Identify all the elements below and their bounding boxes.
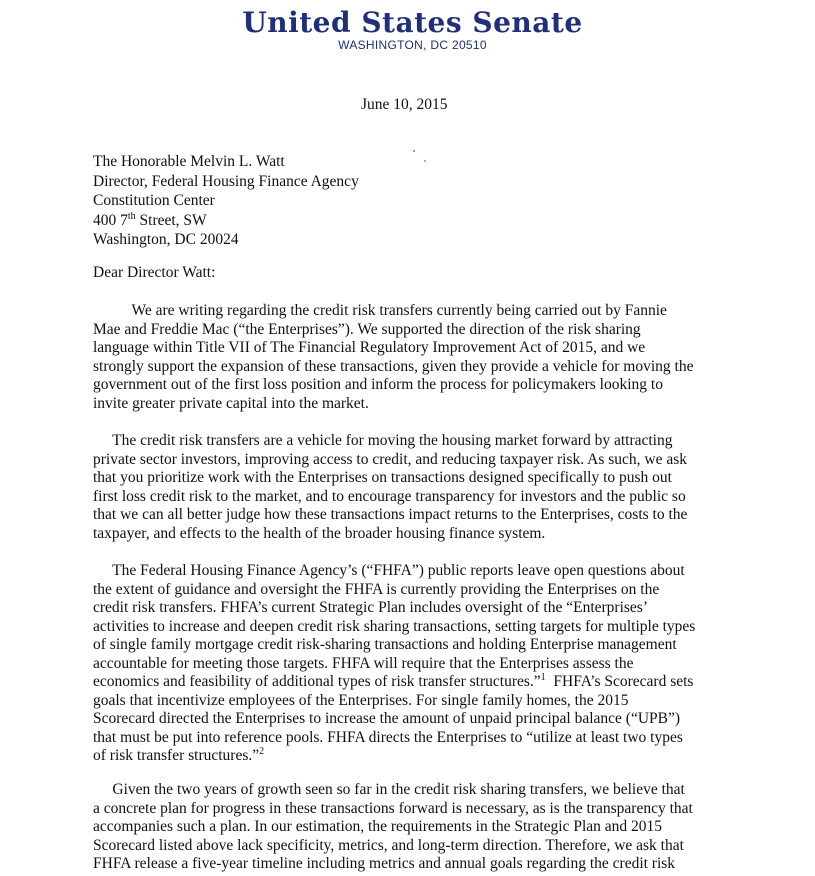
paragraph-3 <box>93 562 733 766</box>
recipient-address <box>93 152 359 250</box>
paragraph-line: first loss credit risk to the market, and to encourage transparency for investors and the public so <box>93 487 686 505</box>
letterhead <box>0 6 815 52</box>
paragraph-line: that you prioritize work with the Enterprises on transactions designed specifically to push out <box>93 469 672 486</box>
paragraph-line: FHFA release a five-year timeline including metrics and annual goals regarding the credit risk <box>93 855 676 872</box>
scan-speck <box>413 150 415 152</box>
paragraph-line: accountable for meeting those targets. FHFA will require that the Enterprises assess the <box>93 654 634 672</box>
paragraph-line: the extent of guidance and oversight the FHFA is currently providing the Enterprises on the <box>93 580 660 598</box>
recipient-street: 400 7th Street, SW <box>93 210 207 229</box>
paragraph-line: credit risk transfers. FHFA’s current Strategic Plan includes oversight of the “Enterprises’ <box>93 599 648 616</box>
letter-date: June 10, 2015 <box>361 96 448 113</box>
paragraph-line: of risk transfer structures.”$^2$ <box>93 745 265 764</box>
paragraph-line: We are writing regarding the credit risk transfers currently being carried out by Fannie <box>93 302 667 319</box>
recipient-city: Washington, DC 20024 <box>93 231 239 248</box>
paragraph-line: strongly support the expansion of these transactions, given they provide a vehicle for moving the <box>93 357 694 375</box>
recipient-name: The Honorable Melvin L. Watt <box>93 153 285 170</box>
paragraph-line: invite greater private capital into the market. <box>93 394 369 412</box>
recipient-title: Director, Federal Housing Finance Agency <box>93 172 359 190</box>
footnote-marker: 2 <box>259 745 265 757</box>
paragraph-line: Scorecard listed above lack specificity, metrics, and long-term direction. Therefore, we ask that <box>93 836 684 854</box>
footnote-marker: 1 <box>540 671 546 683</box>
paragraph-line: goals that incentivize employees of the Enterprises. For single family homes, the 2015 <box>93 691 629 709</box>
paragraph-line: accompanies such a plan. In our estimation, the requirements in the Strategic Plan and 2015 <box>93 818 663 835</box>
paragraph-2 <box>93 432 733 543</box>
paragraph-line: of single family mortgage credit risk-sharing transactions and holding Enterprise management <box>93 636 677 653</box>
paragraph-line: Mae and Freddie Mac (“the Enterprises”). We supported the direction of the risk sharing <box>93 320 641 338</box>
letterhead-subtitle: WASHINGTON, DC 20510 <box>338 38 487 52</box>
paragraph-line: Scorecard directed the Enterprises to increase the amount of unpaid principal balance (“UPB”) <box>93 710 681 727</box>
paragraph-line: a concrete plan for progress in these transactions forward is necessary, as is the transparency that <box>93 799 693 817</box>
scan-speck <box>424 160 426 162</box>
paragraph-1 <box>93 302 733 413</box>
paragraph-line: that we can all better judge how these transactions impact returns to the Enterprises, costs to the <box>93 506 688 523</box>
paragraph-line: activities to increase and deepen credit risk sharing transactions, setting targets for multiple types <box>93 617 696 635</box>
paragraph-line: that must be put into reference pools. FHFA directs the Enterprises to “utilize at least two types <box>93 728 683 746</box>
paragraph-line: Given the two years of growth seen so far in the credit risk sharing transfers, we believe that <box>93 781 685 798</box>
paragraph-4 <box>93 781 733 874</box>
paragraph-line: language within Title VII of The Financial Regulatory Improvement Act of 2015, and we <box>93 339 646 356</box>
paragraph-line: government out of the first loss position and inform the process for policymakers looking to <box>93 376 663 393</box>
paragraph-line: private sector investors, improving access to credit, and reducing taxpayer risk. As such, we ask <box>93 450 687 468</box>
paragraph-line: The Federal Housing Finance Agency’s (“FHFA”) public reports leave open questions about <box>93 562 685 579</box>
salutation: Dear Director Watt: <box>93 264 216 281</box>
recipient-building: Constitution Center <box>93 192 215 209</box>
paragraph-line: taxpayer, and effects to the health of the broader housing finance system. <box>93 524 546 542</box>
paragraph-line: economics and feasibility of additional types of risk transfer structures.”$^1$ FHFA’s Scorecard sets <box>93 671 694 690</box>
letterhead-title: United States Senate <box>242 6 583 39</box>
paragraph-line: The credit risk transfers are a vehicle for moving the housing market forward by attracting <box>93 432 673 449</box>
